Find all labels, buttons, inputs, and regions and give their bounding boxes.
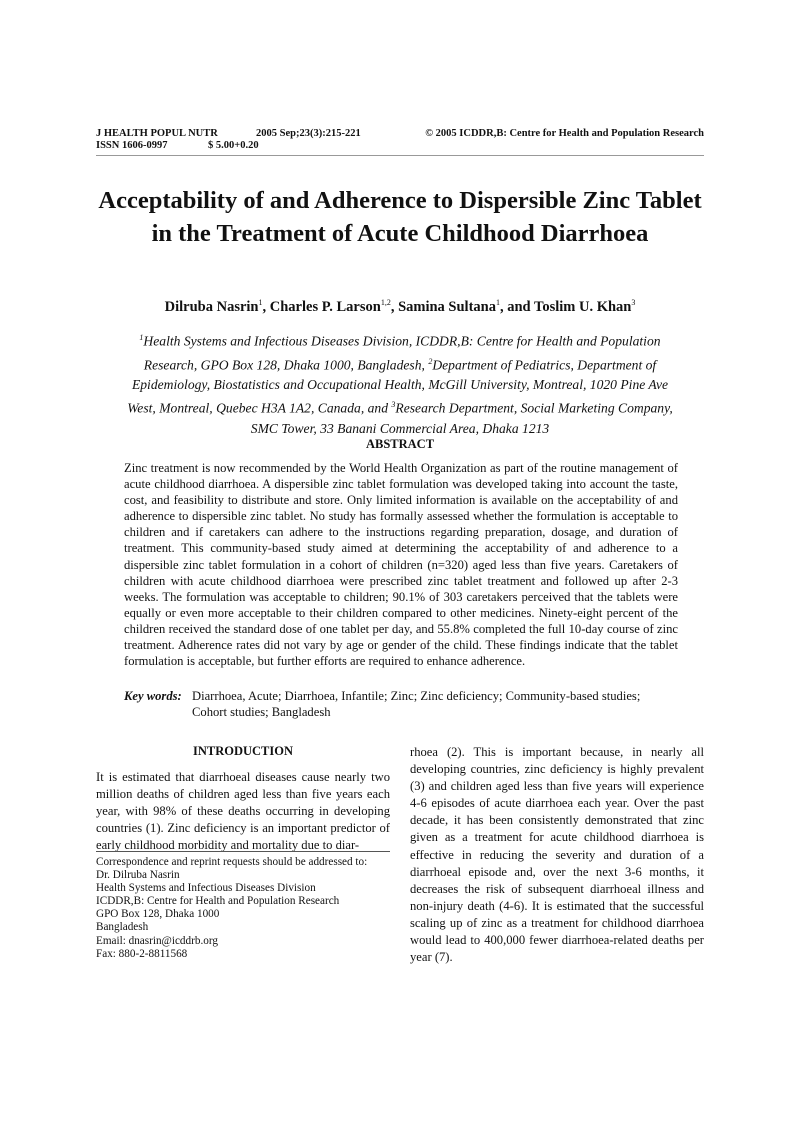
affiliation-mark: 3 bbox=[391, 400, 396, 410]
correspondence-line: Correspondence and reprint requests should be addressed to: bbox=[96, 856, 368, 868]
correspondence-line: Dr. Dilruba Nasrin bbox=[96, 869, 180, 882]
copyright: © 2005 ICDDR,B: Centre for Health and Population Research bbox=[425, 128, 704, 139]
footnote-rule bbox=[96, 851, 390, 852]
citation: 2005 Sep;23(3):215-221 bbox=[256, 128, 361, 139]
abstract-heading: ABSTRACT bbox=[365, 437, 435, 451]
affiliation-text: Department of Pediatrics, Department of Epidemiology, Biostatistics and Occupational Health, McGill University, Montreal, 1020 Pine Ave West, Montreal, Quebec H3A 1A2, Canada, and bbox=[127, 357, 669, 416]
correspondence-line: ICDDR,B: Centre for Health and Population Research bbox=[96, 895, 340, 908]
introduction-text-right: rhoea (2). This is important because, in nearly all developing countries, zinc deficiency is highly prevalent (3) and children aged less than five years will experience 4-6 episodes of acute diarrhoea each year. Over the past decade, it has been consistently demonstrated that zinc given as a treatment for acute childhood diarrhoea is effective in reducing the severity and duration of a diarrhoeal episode and, over the next 3-6 months, it decreases the risk of subsequent diarrhoeal illness and non-injury death (4-6). It is estimated that the successful scaling up of zinc as a treatment for childhood diarrhoea would lead to 400,000 fewer diarrhoea-related deaths per year (7). bbox=[410, 745, 704, 965]
keywords-label: Key words: bbox=[124, 689, 182, 703]
author-name: Toslim U. Khan bbox=[533, 298, 632, 315]
author-list bbox=[96, 298, 704, 316]
author-separator: , and bbox=[499, 298, 534, 315]
article-title: Acceptability of and Adherence to Dispersible Zinc Tablet in the Treatment of Acute Childhood Diarrhoea bbox=[98, 187, 702, 247]
author-separator: , bbox=[390, 298, 399, 315]
author-name: Samina Sultana bbox=[398, 298, 496, 315]
correspondence-line: Health Systems and Infectious Diseases Division bbox=[96, 882, 316, 895]
abstract-text: Zinc treatment is now recommended by the World Health Organization as part of the routine management of acute childhood diarrhoea. A dispersible zinc tablet formulation was developed taking into account the taste, cost, and feasibility to distribute and store. Only limited information is available on the acceptability of and adherence to dispersible zinc tablet. No study has formally assessed whether the formulation is acceptable to children and if caretakers can adhere to the instructions regarding preparation, dosage, and duration of treatment. This community-based study aimed at determining the acceptability of and adherence to a dispersible zinc tablet formulation in a cohort of children (n=320) aged less than five years. Caretakers of children with acute childhood diarrhoea were prescribed zinc tablet treatment and followed up after 2-3 weeks. The formulation was acceptable to children; 90.1% of 303 caretakers perceived that the tablets were equally or even more acceptable to their children compared to other medicines. Ninety-eight percent of the children received the standard dose of one tablet per day, and 55.8% completed the full 10-day course of zinc treatment. Adherence rates did not vary by age or gender of the child. These findings indicate that the tablet formulation is acceptable, but further efforts are required to enhance adherence. bbox=[124, 461, 678, 669]
affiliation-mark: 1 bbox=[139, 333, 144, 342]
affiliation-text: Research Department, Social Marketing Company, SMC Tower, 33 Banani Commercial Area, Dhaka 1213 bbox=[250, 400, 673, 436]
author-affiliation-mark: 1 bbox=[258, 298, 263, 307]
author-affiliation-mark: 1,2 bbox=[380, 298, 391, 307]
affiliation-text: Health Systems and Infectious Diseases Division, ICDDR,B: Centre for Health and Population Research, GPO Box 128, Dhaka 1000, Bangladesh, bbox=[143, 333, 661, 373]
journal-name: J HEALTH POPUL NUTR bbox=[96, 128, 218, 139]
keywords-list: Diarrhoea, Acute; Diarrhoea, Infantile; Zinc; Zinc deficiency; Community-based studies; Cohort studies; Bangladesh bbox=[192, 689, 641, 719]
author-name: Dilruba Nasrin bbox=[164, 298, 259, 315]
issn: ISSN 1606-0997 bbox=[96, 140, 168, 151]
correspondence-line: Bangladesh bbox=[96, 921, 149, 934]
header-rule bbox=[96, 155, 704, 156]
keywords bbox=[124, 688, 678, 720]
right-column bbox=[410, 744, 704, 966]
author-name: Charles P. Larson bbox=[269, 298, 381, 315]
author-affiliation-mark: 3 bbox=[631, 298, 636, 307]
correspondence-footnote bbox=[96, 856, 396, 961]
price: $ 5.00+0.20 bbox=[208, 140, 259, 151]
affiliations bbox=[118, 328, 682, 439]
running-head bbox=[96, 128, 704, 152]
introduction-heading: INTRODUCTION bbox=[192, 744, 293, 758]
correspondence-line: GPO Box 128, Dhaka 1000 bbox=[96, 908, 220, 921]
author-separator: , bbox=[262, 298, 270, 315]
left-column bbox=[96, 744, 390, 854]
author-affiliation-mark: 1 bbox=[495, 298, 500, 307]
correspondence-fax: Fax: 880-2-8811568 bbox=[96, 947, 188, 960]
introduction-text-left: It is estimated that diarrhoeal diseases cause nearly two million deaths of children aged less than five years each year, with 98% of these deaths occurring in developing countries (1). Zinc deficiency is an important predictor of early childhood morbidity and mortality due to diar- bbox=[96, 770, 390, 853]
correspondence-email: Email: dnasrin@icddrb.org bbox=[96, 934, 218, 947]
affiliation-mark: 2 bbox=[428, 356, 433, 366]
